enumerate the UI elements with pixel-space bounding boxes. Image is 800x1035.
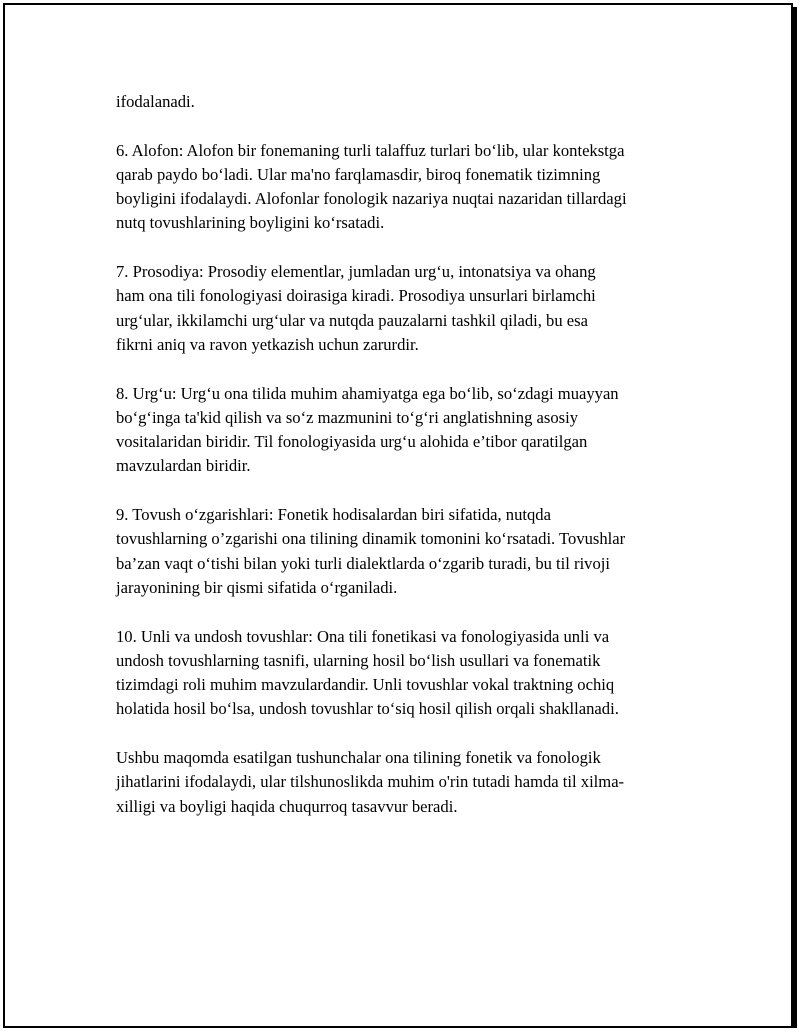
paragraph-continuation: ifodalanadi. — [116, 92, 195, 111]
paragraph-urgu: 8. Urg‘u: Urg‘u ona tilida muhim ahamiyatga ega bo‘lib, so‘zdagi muayyan bo‘g‘inga ta'kid qilish va so‘z mazmunini to‘g‘ri anglatishning asosiy vositalaridan biridir. Til fonologiyasida urg‘u alohida e’tibor qaratilgan mavzulardan biridir. — [116, 383, 619, 476]
paragraph-prosodiya: 7. Prosodiya: Prosodiy elementlar, jumladan urg‘u, intonatsiya va ohang ham ona tili fonologiyasi doirasiga kiradi. Prosodiya unsurlari birlamchi urg‘ular, ikkilamchi urg‘ular va nutqda pauzalarni tashkil qiladi, bu esa fikrni aniq va ravon yetkazish uchun zarurdir. — [116, 262, 596, 354]
paragraph-conclusion: Ushbu maqomda esatilgan tushunchalar ona tilining fonetik va fonologik jihatlarini ifodalaydi, ular tilshunoslikda muhim o'rin tutadi hamda til xilma- xilligi va boyligi haqida chuqurroq tasavvur beradi. — [116, 748, 625, 816]
document-body — [116, 90, 691, 843]
paragraph-tovush-ozgarishlari: 9. Tovush o‘zgarishlari: Fonetik hodisalardan biri sifatida, nutqda tovushlarning o’zgarishi ona tilining dinamik tomonini ko‘rsatadi. Tovushlar ba’zan vaqt o‘tishi bilan yoki turli dialektlarda o‘zgarib turadi, bu til rivoji jarayonining bir qismi sifatida o‘rganiladi. — [116, 505, 626, 597]
paragraph-alofon: 6. Alofon: Alofon bir fonemaning turli talaffuz turlari bo‘lib, ular kontekstga qarab paydo bo‘ladi. Ular ma'no farqlamasdir, biroq fonematik tizimning boyligini ifodalaydi. Alofonlar fonologik nazariya nuqtai nazaridan tillardagi nutq tovushlarining boyligini ko‘rsatadi. — [116, 140, 627, 233]
paragraph-unli-undosh: 10. Unli va undosh tovushlar: Ona tili fonetikasi va fonologiyasida unli va undosh tovushlarning tasnifi, ularning hosil bo‘lish usullari va fonematik tizimdagi roli muhim mavzulardandir. Unli tovushlar vokal traktning ochiq holatida hosil bo‘lsa, undosh tovushlar to‘siq hosil qilish orqali shakllanadi. — [116, 626, 619, 719]
